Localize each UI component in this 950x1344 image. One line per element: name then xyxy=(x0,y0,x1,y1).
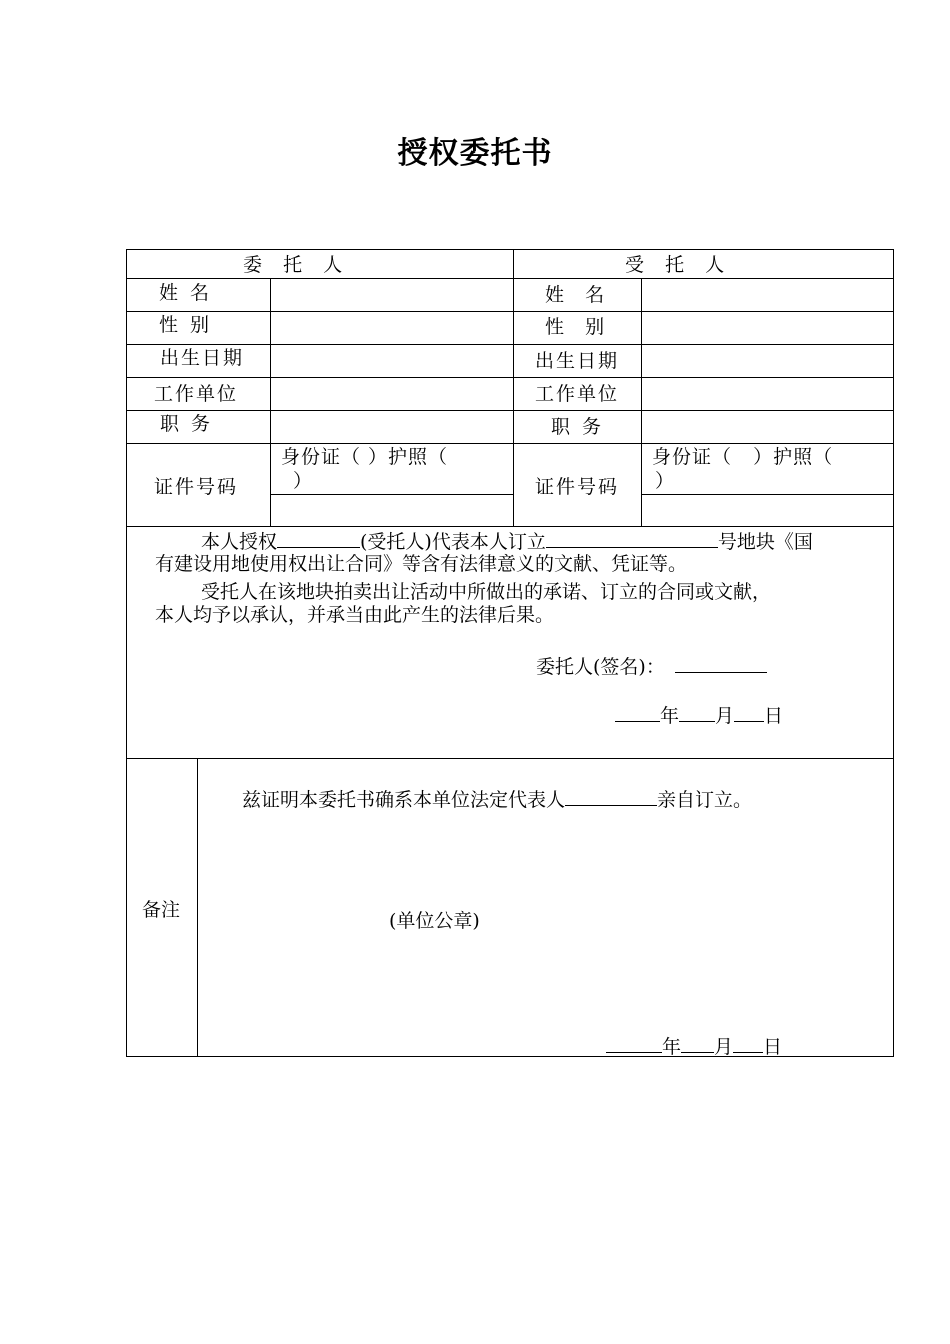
unit-seal: (单位公章) xyxy=(389,910,480,932)
agent-name-label: 姓 名 xyxy=(545,284,608,306)
remarks-date: 年 月 日 xyxy=(606,1034,782,1059)
row-line xyxy=(127,758,893,759)
row-line xyxy=(127,311,893,312)
agent-employer-label: 工作单位 xyxy=(535,383,620,405)
signature-blank[interactable] xyxy=(675,654,767,673)
agent-header: 受 托 人 xyxy=(625,254,728,276)
authorization-form-table xyxy=(126,249,894,1057)
row-line xyxy=(641,494,893,495)
agent-name-blank[interactable] xyxy=(277,529,360,548)
col-line xyxy=(270,278,271,526)
principal-gender-label: 性 别 xyxy=(159,314,213,336)
legal-rep-blank[interactable] xyxy=(565,787,657,806)
row-line xyxy=(127,410,893,411)
principal-employer-label: 工作单位 xyxy=(154,383,239,405)
remarks-statement: 兹证明本委托书确系本单位法定代表人 亲自订立。 xyxy=(242,789,753,811)
principal-signature: 委托人(签名)： xyxy=(536,654,767,679)
col-line xyxy=(641,278,642,526)
agent-gender-label: 性 别 xyxy=(545,316,608,338)
principal-name-label: 姓 名 xyxy=(159,282,213,304)
agent-id-type-line1: 身份证（ ）护照（ xyxy=(652,446,834,468)
row-line xyxy=(127,526,893,527)
authorization-date: 年 月 日 xyxy=(615,703,783,728)
principal-id-label: 证件号码 xyxy=(154,476,239,498)
row-line xyxy=(127,344,893,345)
month-blank[interactable] xyxy=(679,703,715,722)
agent-id-label: 证件号码 xyxy=(535,476,620,498)
month-blank[interactable] xyxy=(681,1034,714,1053)
row-line xyxy=(270,494,513,495)
col-line xyxy=(197,758,198,1056)
principal-position-label: 职 务 xyxy=(160,413,214,435)
principal-id-type-line1: 身份证（ ）护照（ xyxy=(281,446,449,468)
row-line xyxy=(127,278,893,279)
principal-birth-label: 出生日期 xyxy=(160,347,245,369)
authorization-line-1: 本人授权 (受托人)代表本人订立 号地块《国 xyxy=(201,531,813,553)
document-title: 授权委托书 xyxy=(397,136,553,171)
principal-id-type-line2: ） xyxy=(293,470,313,492)
row-line xyxy=(127,377,893,378)
year-blank[interactable] xyxy=(615,703,660,722)
row-line xyxy=(127,443,893,444)
authorization-line-3: 受托人在该地块拍卖出让活动中所做出的承诺、订立的合同或文献， xyxy=(201,581,772,603)
authorization-line-4: 本人均予以承认，并承当由此产生的法律后果。 xyxy=(155,604,555,626)
col-line xyxy=(513,250,514,526)
agent-birth-label: 出生日期 xyxy=(535,350,620,372)
agent-position-label: 职 务 xyxy=(551,416,605,438)
authorization-line-2: 有建设用地使用权出让合同》等含有法律意义的文献、凭证等。 xyxy=(155,553,688,575)
day-blank[interactable] xyxy=(734,703,764,722)
remarks-label: 备注 xyxy=(142,899,181,921)
parcel-number-blank[interactable] xyxy=(546,529,718,548)
day-blank[interactable] xyxy=(733,1034,763,1053)
principal-header: 委 托 人 xyxy=(243,254,346,276)
year-blank[interactable] xyxy=(606,1034,662,1053)
agent-id-type-line2: ） xyxy=(655,470,675,492)
